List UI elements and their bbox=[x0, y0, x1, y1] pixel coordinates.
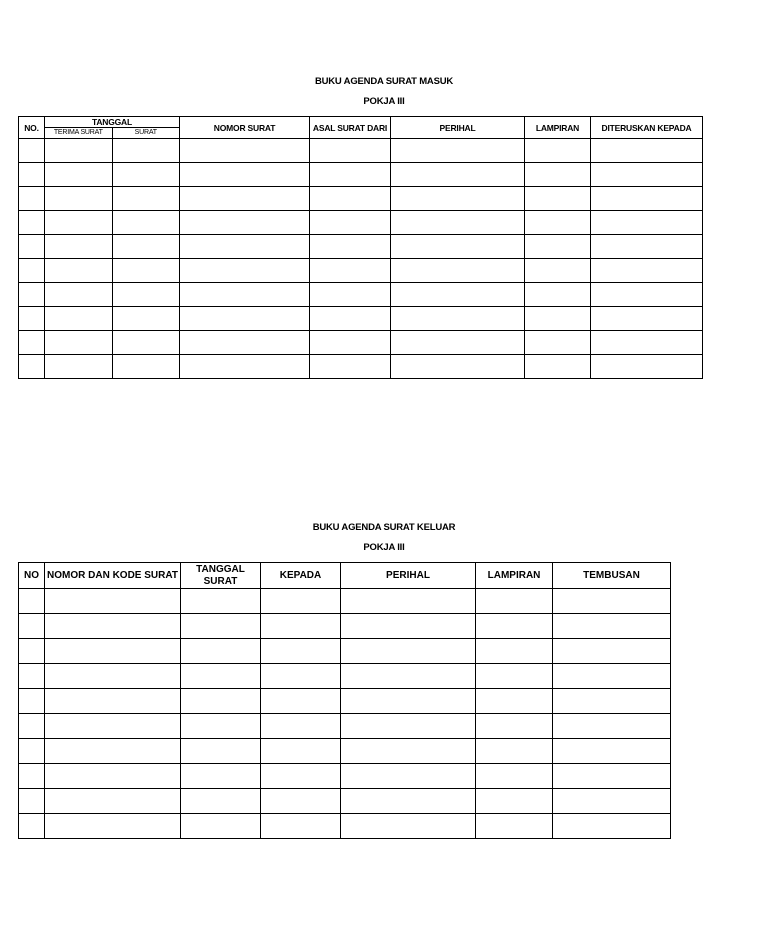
table-cell bbox=[391, 331, 525, 355]
table-cell bbox=[391, 139, 525, 163]
table-cell bbox=[391, 355, 525, 379]
header-perihal: PERIHAL bbox=[341, 563, 476, 589]
table-cell bbox=[19, 283, 45, 307]
table-cell bbox=[591, 355, 703, 379]
table-cell bbox=[553, 764, 671, 789]
table-cell bbox=[341, 614, 476, 639]
table-cell bbox=[181, 739, 261, 764]
table-cell bbox=[341, 714, 476, 739]
table-row bbox=[19, 689, 671, 714]
table-cell bbox=[310, 307, 391, 331]
table-cell bbox=[310, 283, 391, 307]
table-cell bbox=[553, 814, 671, 839]
table-cell bbox=[261, 814, 341, 839]
table-cell bbox=[310, 331, 391, 355]
table-cell bbox=[391, 259, 525, 283]
header-tanggal-surat-line2: SURAT bbox=[203, 575, 238, 587]
table-cell bbox=[391, 235, 525, 259]
table-cell bbox=[525, 187, 591, 211]
table-cell bbox=[261, 664, 341, 689]
table-cell bbox=[19, 739, 45, 764]
table-cell bbox=[525, 283, 591, 307]
table-cell bbox=[45, 789, 181, 814]
table-row bbox=[19, 187, 703, 211]
header-tembusan: TEMBUSAN bbox=[553, 563, 671, 589]
table-cell bbox=[45, 739, 181, 764]
table-cell bbox=[476, 664, 553, 689]
table-cell bbox=[476, 589, 553, 614]
table-row bbox=[19, 283, 703, 307]
table-row bbox=[19, 211, 703, 235]
table-cell bbox=[19, 187, 45, 211]
table-cell bbox=[525, 259, 591, 283]
table-cell bbox=[180, 283, 310, 307]
table-cell bbox=[113, 259, 180, 283]
table-cell bbox=[261, 639, 341, 664]
table-cell bbox=[180, 211, 310, 235]
table-row bbox=[19, 139, 703, 163]
table-cell bbox=[341, 689, 476, 714]
table-cell bbox=[45, 639, 181, 664]
table-cell bbox=[45, 307, 113, 331]
table-cell bbox=[591, 187, 703, 211]
table-cell bbox=[19, 331, 45, 355]
table-cell bbox=[310, 355, 391, 379]
table-cell bbox=[180, 139, 310, 163]
table-cell bbox=[391, 163, 525, 187]
table-cell bbox=[476, 789, 553, 814]
table-cell bbox=[310, 211, 391, 235]
header-lampiran: LAMPIRAN bbox=[525, 117, 591, 139]
masuk-title: BUKU AGENDA SURAT MASUK bbox=[314, 76, 454, 87]
header-diteruskan-kepada: DITERUSKAN KEPADA bbox=[591, 117, 703, 139]
table-cell bbox=[113, 163, 180, 187]
table-cell bbox=[180, 163, 310, 187]
table-cell bbox=[310, 163, 391, 187]
table-cell bbox=[525, 211, 591, 235]
header-nomor-surat: NOMOR SURAT bbox=[180, 117, 310, 139]
header-no: NO bbox=[19, 563, 45, 589]
table-cell bbox=[310, 187, 391, 211]
header-lampiran: LAMPIRAN bbox=[476, 563, 553, 589]
table-cell bbox=[476, 764, 553, 789]
table-cell bbox=[180, 187, 310, 211]
table-cell bbox=[341, 664, 476, 689]
table-row bbox=[19, 614, 671, 639]
table-cell bbox=[261, 689, 341, 714]
table-cell bbox=[181, 714, 261, 739]
table-cell bbox=[591, 307, 703, 331]
table-cell bbox=[19, 259, 45, 283]
table-cell bbox=[180, 307, 310, 331]
table-cell bbox=[45, 187, 113, 211]
table-cell bbox=[261, 614, 341, 639]
table-cell bbox=[19, 139, 45, 163]
table-cell bbox=[181, 639, 261, 664]
table-cell bbox=[341, 764, 476, 789]
table-cell bbox=[391, 187, 525, 211]
table-cell bbox=[553, 614, 671, 639]
table-cell bbox=[261, 714, 341, 739]
table-cell bbox=[391, 283, 525, 307]
table-cell bbox=[45, 283, 113, 307]
table-row bbox=[19, 789, 671, 814]
table-cell bbox=[553, 589, 671, 614]
table-cell bbox=[181, 764, 261, 789]
table-cell bbox=[476, 739, 553, 764]
header-tanggal-surat-line1: TANGGAL bbox=[196, 563, 245, 575]
table-cell bbox=[45, 714, 181, 739]
table-cell bbox=[180, 235, 310, 259]
table-cell bbox=[553, 689, 671, 714]
table-cell bbox=[341, 789, 476, 814]
header-perihal: PERIHAL bbox=[391, 117, 525, 139]
header-kepada: KEPADA bbox=[261, 563, 341, 589]
table-cell bbox=[180, 331, 310, 355]
surat-keluar-table bbox=[18, 562, 671, 839]
table-cell bbox=[45, 764, 181, 789]
table-cell bbox=[591, 211, 703, 235]
table-cell bbox=[591, 235, 703, 259]
table-cell bbox=[113, 355, 180, 379]
table-cell bbox=[45, 689, 181, 714]
table-cell bbox=[341, 739, 476, 764]
table-cell bbox=[310, 235, 391, 259]
table-cell bbox=[391, 307, 525, 331]
table-cell bbox=[553, 664, 671, 689]
table-cell bbox=[45, 235, 113, 259]
table-cell bbox=[45, 664, 181, 689]
table-cell bbox=[181, 814, 261, 839]
table-cell bbox=[19, 614, 45, 639]
table-cell bbox=[476, 614, 553, 639]
table-cell bbox=[45, 614, 181, 639]
table-cell bbox=[180, 355, 310, 379]
table-cell bbox=[19, 589, 45, 614]
table-row bbox=[19, 814, 671, 839]
table-cell bbox=[181, 789, 261, 814]
table-cell bbox=[19, 714, 45, 739]
table-cell bbox=[180, 259, 310, 283]
table-cell bbox=[45, 355, 113, 379]
table-cell bbox=[476, 689, 553, 714]
keluar-subtitle: POKJA III bbox=[363, 542, 405, 553]
table-cell bbox=[591, 139, 703, 163]
table-row bbox=[19, 664, 671, 689]
table-cell bbox=[591, 283, 703, 307]
table-cell bbox=[113, 187, 180, 211]
table-cell bbox=[45, 211, 113, 235]
table-cell bbox=[45, 163, 113, 187]
table-cell bbox=[261, 739, 341, 764]
table-cell bbox=[476, 639, 553, 664]
table-row bbox=[19, 355, 703, 379]
table-cell bbox=[525, 355, 591, 379]
table-cell bbox=[261, 789, 341, 814]
table-row bbox=[19, 764, 671, 789]
table-row bbox=[19, 639, 671, 664]
table-cell bbox=[553, 714, 671, 739]
table-cell bbox=[45, 589, 181, 614]
table-cell bbox=[553, 789, 671, 814]
table-cell bbox=[113, 331, 180, 355]
header-row bbox=[19, 117, 703, 139]
table-cell bbox=[525, 331, 591, 355]
header-tanggal: TANGGAL bbox=[45, 117, 179, 128]
table-cell bbox=[113, 307, 180, 331]
table-row bbox=[19, 163, 703, 187]
table-cell bbox=[525, 307, 591, 331]
table-cell bbox=[553, 639, 671, 664]
table-cell bbox=[181, 614, 261, 639]
table-cell bbox=[553, 739, 671, 764]
table-cell bbox=[19, 664, 45, 689]
table-row bbox=[19, 589, 671, 614]
table-cell bbox=[45, 139, 113, 163]
header-terima-surat: TERIMA SURAT bbox=[45, 128, 113, 138]
table-cell bbox=[181, 689, 261, 714]
header-asal-surat-dari: ASAL SURAT DARI bbox=[310, 117, 391, 139]
table-row bbox=[19, 307, 703, 331]
table-cell bbox=[181, 664, 261, 689]
table-cell bbox=[113, 139, 180, 163]
table-cell bbox=[181, 589, 261, 614]
keluar-title: BUKU AGENDA SURAT KELUAR bbox=[312, 522, 456, 533]
table-cell bbox=[391, 211, 525, 235]
table-cell bbox=[19, 355, 45, 379]
table-cell bbox=[19, 764, 45, 789]
table-cell bbox=[45, 814, 181, 839]
table-cell bbox=[591, 331, 703, 355]
table-cell bbox=[45, 331, 113, 355]
table-cell bbox=[19, 211, 45, 235]
table-cell bbox=[591, 163, 703, 187]
header-surat: SURAT bbox=[134, 129, 157, 136]
table-cell bbox=[261, 589, 341, 614]
table-cell bbox=[525, 139, 591, 163]
table-cell bbox=[113, 235, 180, 259]
header-tanggal-surat bbox=[181, 563, 261, 589]
table-cell bbox=[341, 639, 476, 664]
table-cell bbox=[310, 259, 391, 283]
table-cell bbox=[525, 235, 591, 259]
table-cell bbox=[113, 283, 180, 307]
table-cell bbox=[19, 235, 45, 259]
table-cell bbox=[476, 814, 553, 839]
table-cell bbox=[19, 789, 45, 814]
table-cell bbox=[45, 259, 113, 283]
table-row bbox=[19, 331, 703, 355]
table-row bbox=[19, 739, 671, 764]
header-no: NO. bbox=[19, 117, 45, 139]
table-cell bbox=[19, 307, 45, 331]
header-nomor-dan-kode-surat: NOMOR DAN KODE SURAT bbox=[45, 563, 181, 589]
table-row bbox=[19, 235, 703, 259]
header-tanggal-group bbox=[45, 117, 180, 139]
table-cell bbox=[113, 211, 180, 235]
table-cell bbox=[525, 163, 591, 187]
table-cell bbox=[19, 163, 45, 187]
table-row bbox=[19, 714, 671, 739]
table-cell bbox=[19, 639, 45, 664]
table-cell bbox=[310, 139, 391, 163]
table-cell bbox=[476, 714, 553, 739]
table-cell bbox=[591, 259, 703, 283]
table-cell bbox=[19, 689, 45, 714]
header-row bbox=[19, 563, 671, 589]
masuk-subtitle: POKJA III bbox=[363, 96, 405, 107]
surat-masuk-table bbox=[18, 116, 703, 379]
table-cell bbox=[19, 814, 45, 839]
table-cell bbox=[341, 589, 476, 614]
table-cell bbox=[341, 814, 476, 839]
table-row bbox=[19, 259, 703, 283]
table-cell bbox=[261, 764, 341, 789]
